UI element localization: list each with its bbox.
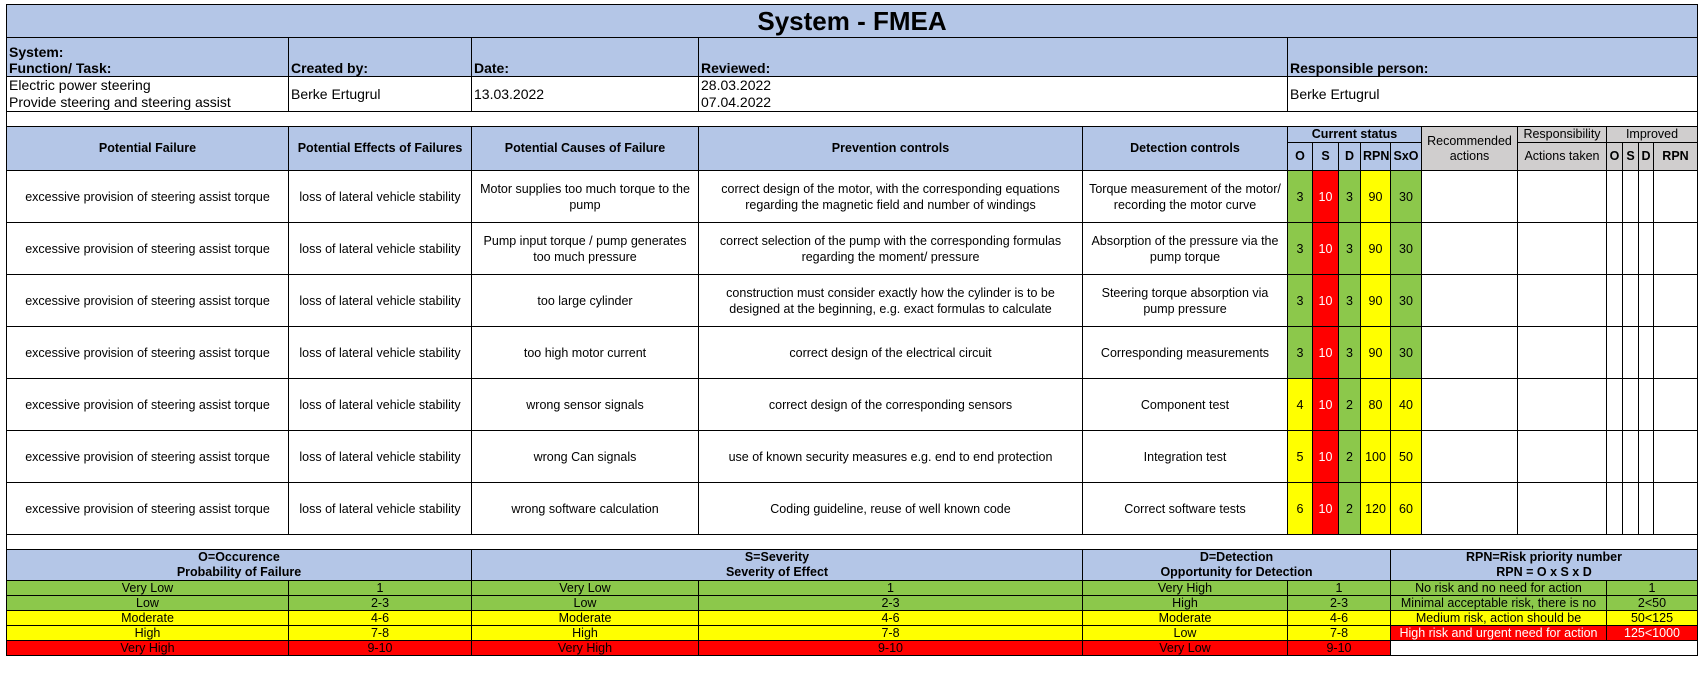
col-actions-taken: Actions taken [1518, 143, 1607, 171]
prevention-cell: Coding guideline, reuse of well known code [699, 483, 1083, 535]
reviewed-value-1: 28.03.2022 [701, 77, 772, 93]
legend-row [7, 626, 1698, 641]
sxo-cell: 30 [1391, 223, 1422, 275]
legend-rpn-label: High risk and urgent need for action [1391, 626, 1607, 641]
improved-rpn-cell [1654, 223, 1698, 275]
effects-cell: loss of lateral vehicle stability [289, 483, 472, 535]
reviewed-value-2: 07.04.2022 [701, 94, 772, 110]
legend-row [7, 611, 1698, 626]
legend-occ-range: 4-6 [289, 611, 472, 626]
failure-cell: excessive provision of steering assist torque [7, 275, 289, 327]
page-title: System - FMEA [7, 5, 1698, 38]
legend-occ-label: Very High [7, 641, 289, 656]
effects-cell: loss of lateral vehicle stability [289, 379, 472, 431]
detection-cell: Component test [1083, 379, 1288, 431]
function-value: Provide steering and steering assist [9, 94, 231, 110]
effects-cell: loss of lateral vehicle stability [289, 171, 472, 223]
improved-d-cell [1639, 223, 1654, 275]
d-cell: 2 [1339, 483, 1361, 535]
legend-occ-label: Very Low [7, 581, 289, 596]
detection-cell: Integration test [1083, 431, 1288, 483]
table-row [7, 327, 1698, 379]
causes-cell: wrong software calculation [472, 483, 699, 535]
rpn-cell: 90 [1361, 275, 1391, 327]
recommended-cell [1422, 431, 1518, 483]
o-cell: 3 [1288, 171, 1313, 223]
recommended-cell [1422, 171, 1518, 223]
legend-rpn-range: 2<50 [1607, 596, 1698, 611]
col-rpn: RPN [1361, 143, 1391, 171]
reviewed-label: Reviewed: [699, 38, 1288, 77]
s-cell: 10 [1313, 171, 1339, 223]
improved-s-cell [1623, 275, 1639, 327]
legend-detection-subtitle: Opportunity for Detection [1160, 565, 1313, 579]
system-function-values [7, 77, 289, 112]
improved-s-cell [1623, 171, 1639, 223]
causes-cell: Motor supplies too much torque to the pump [472, 171, 699, 223]
responsible-label: Responsible person: [1288, 38, 1698, 77]
legend-det-label: Low [1083, 626, 1288, 641]
improved-s-cell [1623, 327, 1639, 379]
legend-rpn-label: Medium risk, action should be [1391, 611, 1607, 626]
effects-cell: loss of lateral vehicle stability [289, 327, 472, 379]
actions-taken-cell [1518, 483, 1607, 535]
reviewed-values [699, 77, 1288, 112]
improved-s-cell [1623, 431, 1639, 483]
sxo-cell: 30 [1391, 171, 1422, 223]
table-row [7, 223, 1698, 275]
actions-taken-cell [1518, 223, 1607, 275]
col-potential-causes: Potential Causes of Failure [472, 127, 699, 171]
causes-cell: Pump input torque / pump generates too much pressure [472, 223, 699, 275]
s-cell: 10 [1313, 379, 1339, 431]
col-improved-rpn: RPN [1654, 143, 1698, 171]
d-cell: 2 [1339, 431, 1361, 483]
actions-taken-cell [1518, 379, 1607, 431]
legend-sev-label: Very Low [472, 581, 699, 596]
o-cell: 3 [1288, 275, 1313, 327]
prevention-cell: correct design of the motor, with the corresponding equations regarding the magnetic field and number of windings [699, 171, 1083, 223]
col-o: O [1288, 143, 1313, 171]
legend-det-label: High [1083, 596, 1288, 611]
recommended-cell [1422, 275, 1518, 327]
improved-d-cell [1639, 379, 1654, 431]
s-cell: 10 [1313, 483, 1339, 535]
d-cell: 2 [1339, 379, 1361, 431]
failure-cell: excessive provision of steering assist torque [7, 223, 289, 275]
failure-cell: excessive provision of steering assist torque [7, 327, 289, 379]
legend-sev-range: 4-6 [699, 611, 1083, 626]
improved-o-cell [1607, 483, 1623, 535]
d-cell: 3 [1339, 223, 1361, 275]
fmea-sheet [6, 4, 1697, 656]
legend-det-label: Moderate [1083, 611, 1288, 626]
actions-taken-cell [1518, 275, 1607, 327]
improved-o-cell [1607, 327, 1623, 379]
responsible-value: Berke Ertugrul [1288, 77, 1698, 112]
table-row [7, 431, 1698, 483]
legend-sev-label: Low [472, 596, 699, 611]
causes-cell: too high motor current [472, 327, 699, 379]
improved-d-cell [1639, 327, 1654, 379]
system-function-labels [7, 38, 289, 77]
legend-occ-range: 7-8 [289, 626, 472, 641]
system-value: Electric power steering [9, 77, 151, 93]
legend-det-range: 1 [1288, 581, 1391, 596]
legend-row [7, 641, 1698, 656]
legend-det-label: Very Low [1083, 641, 1288, 656]
prevention-cell: correct design of the electrical circuit [699, 327, 1083, 379]
s-cell: 10 [1313, 275, 1339, 327]
improved-s-cell [1623, 379, 1639, 431]
s-cell: 10 [1313, 431, 1339, 483]
prevention-cell: use of known security measures e.g. end to end protection [699, 431, 1083, 483]
sxo-cell: 30 [1391, 275, 1422, 327]
failure-cell: excessive provision of steering assist torque [7, 431, 289, 483]
improved-rpn-cell [1654, 171, 1698, 223]
created-by-label: Created by: [289, 38, 472, 77]
legend-occ-label: Moderate [7, 611, 289, 626]
legend-detection-title [1083, 550, 1391, 581]
detection-cell: Correct software tests [1083, 483, 1288, 535]
improved-rpn-cell [1654, 327, 1698, 379]
legend-sev-label: High [472, 626, 699, 641]
legend-occurrence-subtitle: Probability of Failure [176, 565, 302, 579]
s-cell: 10 [1313, 327, 1339, 379]
rpn-cell: 80 [1361, 379, 1391, 431]
legend-det-label: Very High [1083, 581, 1288, 596]
s-cell: 10 [1313, 223, 1339, 275]
o-cell: 4 [1288, 379, 1313, 431]
legend-det-range: 9-10 [1288, 641, 1391, 656]
improved-o-cell [1607, 275, 1623, 327]
improved-rpn-cell [1654, 275, 1698, 327]
legend-sev-label: Very High [472, 641, 699, 656]
improved-s-cell [1623, 483, 1639, 535]
col-improved: Improved [1607, 127, 1698, 143]
rpn-cell: 90 [1361, 171, 1391, 223]
improved-d-cell [1639, 275, 1654, 327]
o-cell: 3 [1288, 223, 1313, 275]
col-sxo: SxO [1391, 143, 1422, 171]
fmea-table [6, 4, 1698, 656]
legend-severity-title-text: S=Severity [744, 550, 810, 564]
legend-rpn-label: Minimal acceptable risk, there is no [1391, 596, 1607, 611]
function-label: Function/ Task: [9, 60, 112, 76]
legend-det-range: 4-6 [1288, 611, 1391, 626]
date-value: 13.03.2022 [472, 77, 699, 112]
effects-cell: loss of lateral vehicle stability [289, 223, 472, 275]
legend-severity-title [472, 550, 1083, 581]
col-responsibility: Responsibility [1518, 127, 1607, 143]
legend-det-range: 7-8 [1288, 626, 1391, 641]
col-improved-s: S [1623, 143, 1639, 171]
improved-s-cell [1623, 223, 1639, 275]
improved-rpn-cell [1654, 483, 1698, 535]
legend-rpn-subtitle: RPN = O x S x D [1496, 565, 1592, 579]
col-potential-failure: Potential Failure [7, 127, 289, 171]
legend-sev-range: 1 [699, 581, 1083, 596]
d-cell: 3 [1339, 327, 1361, 379]
effects-cell: loss of lateral vehicle stability [289, 275, 472, 327]
recommended-cell [1422, 379, 1518, 431]
sxo-cell: 40 [1391, 379, 1422, 431]
legend-rpn-label: No risk and no need for action [1391, 581, 1607, 596]
improved-o-cell [1607, 379, 1623, 431]
improved-d-cell [1639, 431, 1654, 483]
table-row [7, 379, 1698, 431]
legend-rpn-title [1391, 550, 1698, 581]
table-row [7, 275, 1698, 327]
legend-header [7, 550, 1698, 581]
legend-row [7, 581, 1698, 596]
o-cell: 6 [1288, 483, 1313, 535]
legend-sev-range: 9-10 [699, 641, 1083, 656]
d-cell: 3 [1339, 275, 1361, 327]
col-d: D [1339, 143, 1361, 171]
legend-sev-range: 2-3 [699, 596, 1083, 611]
actions-taken-cell [1518, 327, 1607, 379]
legend-rpn-range: 125<1000 [1607, 626, 1698, 641]
rpn-cell: 100 [1361, 431, 1391, 483]
failure-cell: excessive provision of steering assist torque [7, 171, 289, 223]
legend-severity-subtitle: Severity of Effect [725, 565, 829, 579]
prevention-cell: correct design of the corresponding sensors [699, 379, 1083, 431]
legend-occ-label: High [7, 626, 289, 641]
rpn-cell: 90 [1361, 327, 1391, 379]
improved-o-cell [1607, 431, 1623, 483]
recommended-cell [1422, 327, 1518, 379]
prevention-cell: construction must consider exactly how the cylinder is to be designed at the beginning, e.g. exact formulas to calculate [699, 275, 1083, 327]
rpn-cell: 120 [1361, 483, 1391, 535]
col-current-status: Current status [1288, 127, 1422, 143]
improved-rpn-cell [1654, 431, 1698, 483]
col-improved-o: O [1607, 143, 1623, 171]
effects-cell: loss of lateral vehicle stability [289, 431, 472, 483]
col-improved-d: D [1639, 143, 1654, 171]
col-detection-controls: Detection controls [1083, 127, 1288, 171]
improved-rpn-cell [1654, 379, 1698, 431]
date-label: Date: [472, 38, 699, 77]
d-cell: 3 [1339, 171, 1361, 223]
col-potential-effects: Potential Effects of Failures [289, 127, 472, 171]
detection-cell: Absorption of the pressure via the pump torque [1083, 223, 1288, 275]
col-s: S [1313, 143, 1339, 171]
improved-o-cell [1607, 171, 1623, 223]
legend-occurrence-title-text: O=Occurence [198, 550, 280, 564]
legend-empty-cell [1391, 641, 1698, 656]
failure-cell: excessive provision of steering assist torque [7, 379, 289, 431]
table-row [7, 171, 1698, 223]
legend-occ-range: 1 [289, 581, 472, 596]
o-cell: 3 [1288, 327, 1313, 379]
legend-sev-label: Moderate [472, 611, 699, 626]
prevention-cell: correct selection of the pump with the corresponding formulas regarding the moment/ pressure [699, 223, 1083, 275]
col-prevention-controls: Prevention controls [699, 127, 1083, 171]
legend-sev-range: 7-8 [699, 626, 1083, 641]
legend-rpn-range: 50<125 [1607, 611, 1698, 626]
improved-d-cell [1639, 171, 1654, 223]
created-by-value: Berke Ertugrul [289, 77, 472, 112]
o-cell: 5 [1288, 431, 1313, 483]
legend-det-range: 2-3 [1288, 596, 1391, 611]
spacer-row [7, 112, 1698, 127]
improved-d-cell [1639, 483, 1654, 535]
spacer-row [7, 535, 1698, 550]
recommended-cell [1422, 223, 1518, 275]
table-row [7, 483, 1698, 535]
legend-occ-label: Low [7, 596, 289, 611]
recommended-cell [1422, 483, 1518, 535]
causes-cell: wrong Can signals [472, 431, 699, 483]
causes-cell: too large cylinder [472, 275, 699, 327]
legend-occ-range: 2-3 [289, 596, 472, 611]
legend-occurrence-title [7, 550, 472, 581]
sxo-cell: 60 [1391, 483, 1422, 535]
col-recommended-actions: Recommended actions [1422, 127, 1518, 171]
rpn-cell: 90 [1361, 223, 1391, 275]
legend-rpn-title-text: RPN=Risk priority number [1466, 550, 1622, 564]
detection-cell: Corresponding measurements [1083, 327, 1288, 379]
causes-cell: wrong sensor signals [472, 379, 699, 431]
actions-taken-cell [1518, 431, 1607, 483]
failure-cell: excessive provision of steering assist torque [7, 483, 289, 535]
sxo-cell: 30 [1391, 327, 1422, 379]
detection-cell: Steering torque absorption via pump pressure [1083, 275, 1288, 327]
legend-occ-range: 9-10 [289, 641, 472, 656]
actions-taken-cell [1518, 171, 1607, 223]
legend-detection-title-text: D=Detection [1199, 550, 1274, 564]
legend-rpn-range: 1 [1607, 581, 1698, 596]
legend-row [7, 596, 1698, 611]
improved-o-cell [1607, 223, 1623, 275]
sxo-cell: 50 [1391, 431, 1422, 483]
detection-cell: Torque measurement of the motor/ recording the motor curve [1083, 171, 1288, 223]
system-label: System: [9, 44, 64, 60]
